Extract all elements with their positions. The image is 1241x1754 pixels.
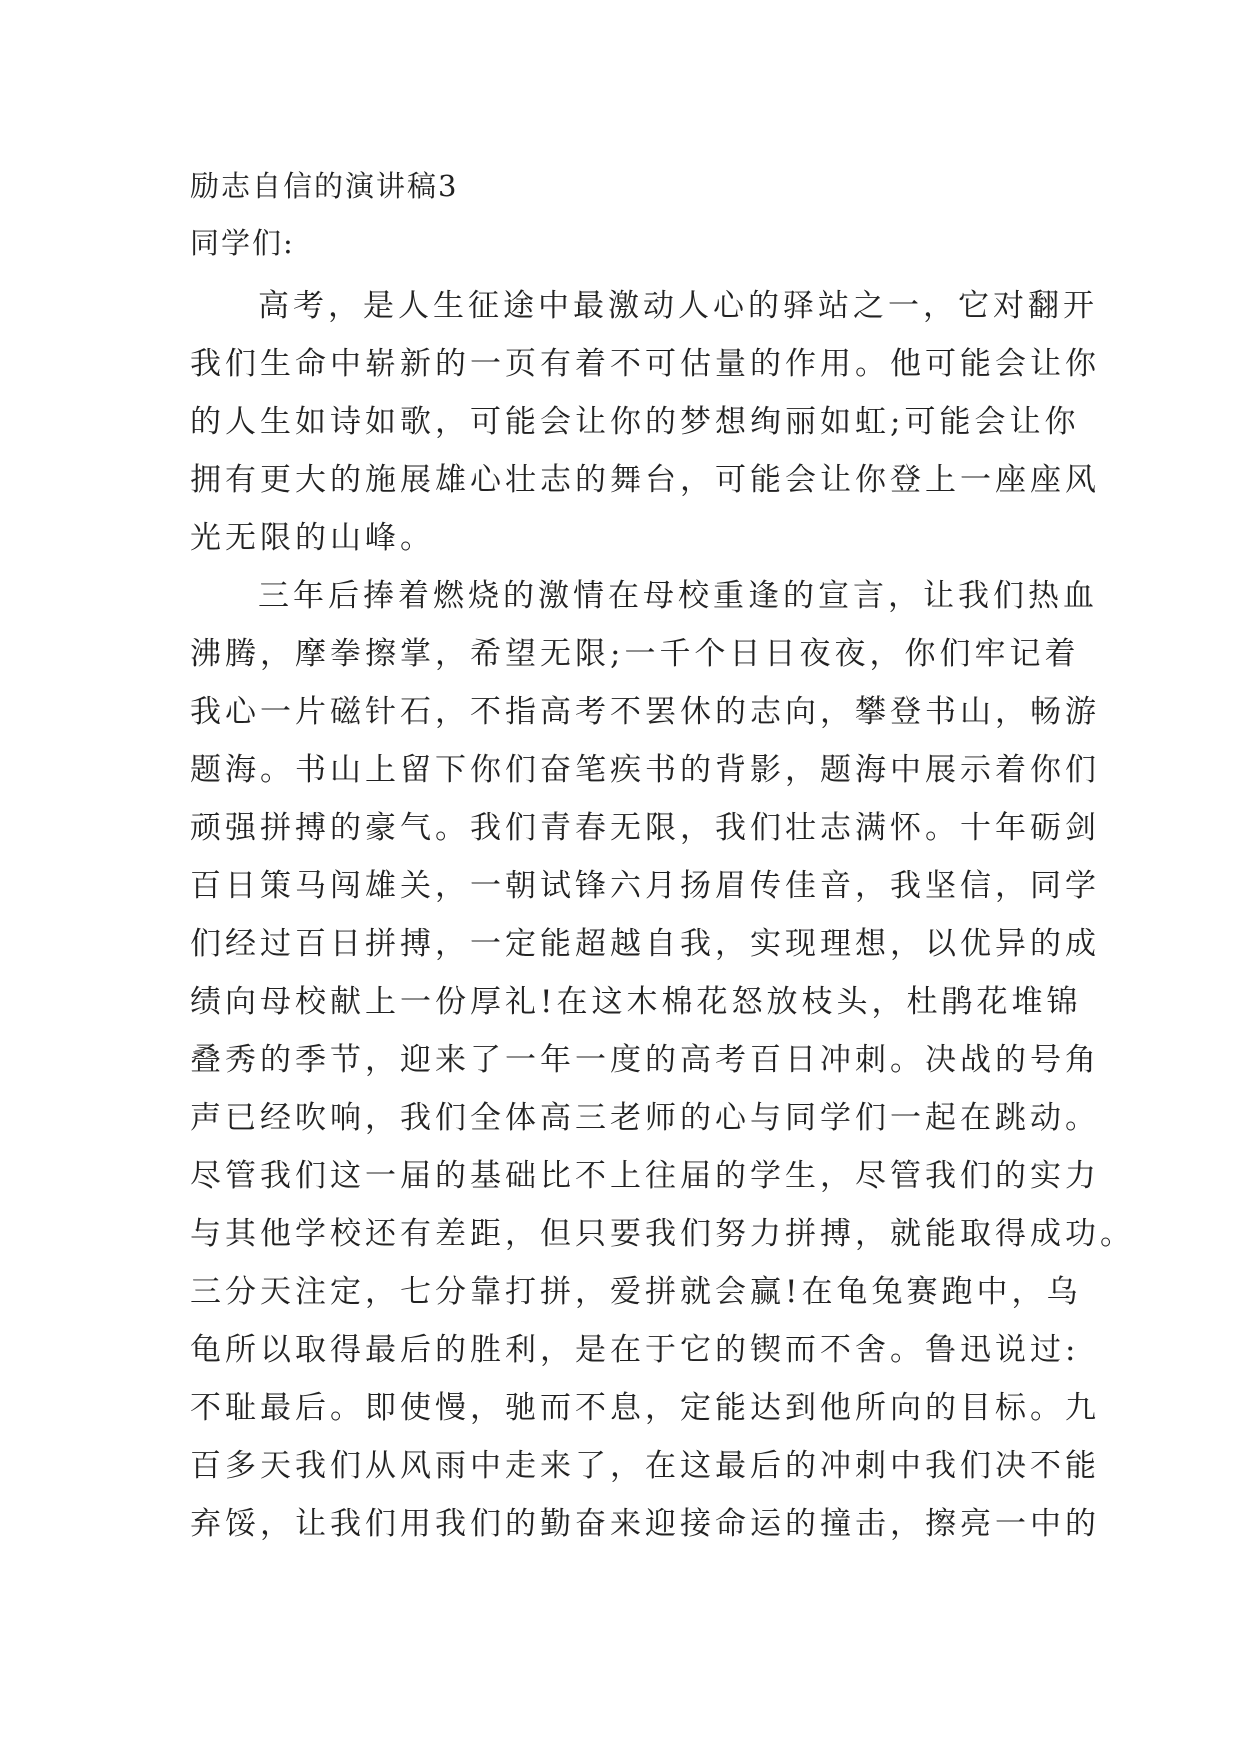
paragraph-2-line-17: 弃馁，让我们用我们的勤奋来迎接命运的撞击，擦亮一中的: [190, 1506, 1100, 1542]
paragraph-2-line-16: 百多天我们从风雨中走来了，在这最后的冲刺中我们决不能: [190, 1448, 1100, 1484]
paragraph-1-line-3: 的人生如诗如歌，可能会让你的梦想绚丽如虹;可能会让你: [190, 404, 1080, 440]
paragraph-1-line-4: 拥有更大的施展雄心壮志的舞台，可能会让你登上一座座风: [190, 462, 1100, 498]
paragraph-2-line-15: 不耻最后。即使慢，驰而不息，定能达到他所向的目标。九: [190, 1390, 1100, 1426]
paragraph-2-line-5: 顽强拼搏的豪气。我们青春无限，我们壮志满怀。十年砺剑: [190, 810, 1100, 846]
paragraph-2-line-8: 绩向母校献上一份厚礼!在这木棉花怒放枝头，杜鹃花堆锦: [190, 984, 1082, 1020]
paragraph-2-line-11: 尽管我们这一届的基础比不上往届的学生，尽管我们的实力: [190, 1158, 1100, 1194]
paragraph-1-line-5: 光无限的山峰。: [190, 520, 435, 556]
paragraph-2-line-1: 三年后捧着燃烧的激情在母校重逢的宣言，让我们热血: [258, 578, 1098, 614]
paragraph-2-line-9: 叠秀的季节，迎来了一年一度的高考百日冲刺。决战的号角: [190, 1042, 1100, 1078]
paragraph-2-line-14: 龟所以取得最后的胜利，是在于它的锲而不舍。鲁迅说过:: [190, 1332, 1080, 1368]
paragraph-2-line-2: 沸腾，摩拳擦掌，希望无限;一千个日日夜夜，你们牢记着: [190, 636, 1080, 672]
paragraph-2-line-12: 与其他学校还有差距，但只要我们努力拼搏，就能取得成功。: [190, 1216, 1135, 1252]
greeting-line: 同学们:: [190, 226, 295, 260]
paragraph-2-line-4: 题海。书山上留下你们奋笔疾书的背影，题海中展示着你们: [190, 752, 1100, 788]
paragraph-2-line-10: 声已经吹响，我们全体高三老师的心与同学们一起在跳动。: [190, 1100, 1100, 1136]
speech-body: [190, 277, 1135, 1553]
paragraph-2-line-7: 们经过百日拼搏，一定能超越自我，实现理想，以优异的成: [190, 926, 1100, 962]
paragraph-2-line-3: 我心一片磁针石，不指高考不罢休的志向，攀登书山，畅游: [190, 694, 1100, 730]
paragraph-1-line-1: 高考，是人生征途中最激动人心的驿站之一，它对翻开: [258, 288, 1098, 324]
paragraph-1-line-2: 我们生命中崭新的一页有着不可估量的作用。他可能会让你: [190, 346, 1100, 382]
paragraph-2-line-6: 百日策马闯雄关，一朝试锋六月扬眉传佳音，我坚信，同学: [190, 868, 1100, 904]
document-title: 励志自信的演讲稿3: [190, 169, 459, 203]
paragraph-2-line-13: 三分天注定，七分靠打拼，爱拼就会赢!在龟兔赛跑中，乌: [190, 1274, 1082, 1310]
